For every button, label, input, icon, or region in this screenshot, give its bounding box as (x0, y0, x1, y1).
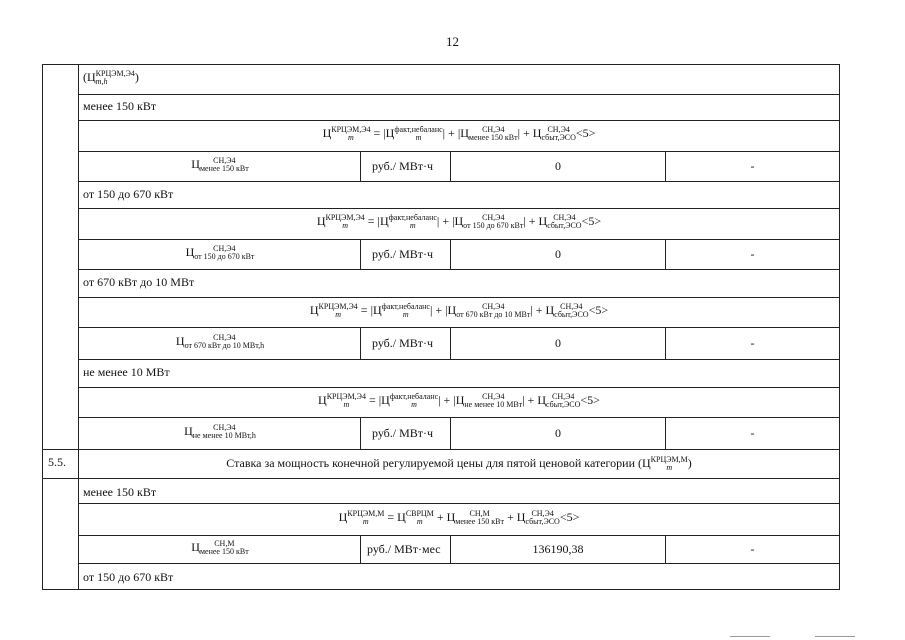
sub: m (666, 463, 673, 472)
sup: КРЦЭМ,Э4 (318, 302, 358, 312)
sup: СН,Э4 (531, 509, 554, 519)
var-base: Ц (538, 214, 548, 228)
sup: СН,Э4 (213, 156, 236, 165)
sup: КРЦЭМ,М (650, 455, 688, 464)
var (463, 214, 523, 230)
var (382, 303, 430, 319)
group-row-unit: руб./ МВт·ч (372, 426, 434, 440)
var-base: Ц (185, 244, 195, 259)
row-line (78, 94, 840, 95)
row-line (78, 239, 840, 240)
var (185, 334, 265, 350)
var (394, 126, 442, 142)
sub: не менее 10 МВт (464, 400, 523, 410)
op: = | (357, 303, 373, 317)
sup: СН,Э4 (482, 125, 505, 135)
group-row-var (80, 157, 360, 173)
sub: от 150 до 670 кВт (463, 221, 524, 231)
footnote-ref: <5> (588, 303, 609, 317)
group-heading: от 150 до 670 кВт (83, 187, 174, 201)
var (331, 126, 370, 142)
sub: m (335, 310, 342, 320)
sup: КРЦЭМ,Э4 (326, 392, 366, 402)
op: | + (517, 126, 533, 140)
group-heading: от 670 кВт до 10 МВт (83, 275, 195, 289)
var (546, 393, 580, 409)
group-row-dash: - (750, 336, 755, 350)
var (347, 510, 384, 526)
var-base: Ц (460, 126, 469, 140)
section-title (80, 456, 838, 472)
var-base: Ц (191, 539, 200, 554)
var-base: Ц (642, 455, 651, 470)
sub: менее 150 кВт (199, 164, 249, 173)
var (554, 303, 588, 319)
sub: m (347, 133, 354, 143)
var (456, 303, 530, 319)
var (200, 540, 249, 556)
var (389, 214, 437, 230)
last-heading: от 150 до 670 кВт (83, 570, 174, 584)
var (327, 393, 366, 409)
sup: СН,Э4 (213, 333, 236, 342)
op: | + | (436, 214, 455, 228)
row-line (78, 120, 840, 121)
table-border-top (42, 64, 840, 65)
group-row-dash: - (750, 159, 755, 173)
var (390, 393, 438, 409)
var (319, 303, 358, 319)
op: = | (364, 214, 380, 228)
op: | + | (429, 303, 448, 317)
sup: КРЦЭМ,Э4 (95, 69, 135, 78)
var (406, 510, 434, 526)
sub: от 670 кВт до 10 МВт (456, 310, 531, 320)
sub: сбыт,ЭСО (525, 517, 560, 527)
group-row-var (80, 334, 360, 350)
page-number: 12 (446, 34, 459, 49)
group-formula (80, 303, 838, 319)
group-row-unit: руб./ МВт·ч (372, 247, 434, 261)
op: | + (530, 303, 546, 317)
top-label (83, 70, 139, 86)
var-base: Ц (316, 214, 326, 228)
sub: m (416, 517, 423, 527)
var-base: Ц (516, 510, 526, 524)
var-base: Ц (397, 510, 406, 524)
group-row-dash: - (750, 426, 755, 440)
sup: СН,Э4 (547, 125, 570, 135)
sup: КРЦЭМ,М (347, 509, 385, 519)
section-row-unit: руб./ МВт·мес (367, 542, 441, 556)
sub: менее 150 кВт (455, 517, 504, 527)
group-row-value: 0 (555, 159, 561, 173)
table-border-left (42, 64, 43, 590)
sub: m (409, 221, 416, 231)
row-line (42, 449, 840, 450)
sub: менее 150 кВт (468, 133, 518, 143)
sub: m (402, 310, 409, 320)
sub: m,h (95, 77, 108, 86)
op: | + (522, 393, 538, 407)
var-base: Ц (309, 303, 319, 317)
row-line (78, 327, 840, 328)
sub: m (343, 400, 350, 410)
table-border-bottom (42, 589, 840, 590)
row-line (42, 478, 840, 479)
row-line (78, 151, 840, 152)
sub: не менее 10 МВт,h (192, 431, 256, 440)
var-base: Ц (322, 126, 332, 140)
row-line (78, 417, 840, 418)
op: + (433, 510, 447, 524)
sub: m (415, 133, 422, 143)
sub: сбыт,ЭСО (546, 400, 581, 410)
cell-divider (360, 417, 361, 449)
sup: СН,Э4 (553, 213, 576, 223)
op: + (504, 510, 517, 524)
group-heading: не менее 10 МВт (83, 365, 170, 379)
group-row-dash: - (750, 247, 755, 261)
sup: факт,небаланс (388, 213, 437, 223)
row-line (78, 297, 840, 298)
group-row-value: 0 (555, 336, 561, 350)
sup: СН,Э4 (482, 302, 505, 312)
sub: m (342, 221, 349, 231)
var-base: Ц (372, 303, 382, 317)
group-formula (80, 393, 838, 409)
row-line (78, 359, 840, 360)
section-number: 5.5. (48, 455, 66, 469)
cell-divider (360, 327, 361, 359)
group-row-value: 0 (555, 426, 561, 440)
scan-edge (815, 636, 855, 637)
row-line (78, 503, 840, 504)
section-title-text: Ставка за мощность конечной регулируемой цены для пятой ценовой категории ( (226, 455, 642, 470)
sup: СН,М (469, 509, 490, 519)
paren-close: ) (687, 455, 692, 470)
var (541, 126, 575, 142)
footnote-ref: <5> (581, 214, 602, 228)
cell-divider (360, 535, 361, 563)
sup: СН,Э4 (560, 302, 583, 312)
var (525, 510, 559, 526)
op: | + | (438, 393, 456, 407)
var-base: Ц (446, 510, 456, 524)
top-label-var (96, 70, 135, 86)
sub: сбыт,ЭСО (554, 310, 589, 320)
paren-open: (Ц (83, 69, 96, 84)
row-line (78, 563, 840, 564)
sup: СН,М (214, 539, 235, 548)
sup: СН,Э4 (213, 244, 236, 253)
group-row-unit: руб./ МВт·ч (372, 336, 434, 350)
section-row-dash: - (750, 542, 755, 556)
var (464, 393, 522, 409)
footnote-ref: <5> (559, 510, 580, 524)
sub: сбыт,ЭСО (547, 221, 582, 231)
sub: от 150 до 670 кВт (194, 252, 255, 261)
op: = | (370, 126, 386, 140)
var-base: Ц (537, 393, 546, 407)
var (651, 456, 688, 472)
sup: КРЦЭМ,Э4 (331, 125, 371, 135)
row-line (78, 269, 840, 270)
section-formula (80, 510, 838, 526)
sup: факт,небаланс (381, 302, 430, 312)
scan-edge (730, 636, 770, 637)
sup: факт,небаланс (389, 392, 439, 402)
var-base: Ц (381, 393, 390, 407)
var (455, 510, 504, 526)
row-line (78, 387, 840, 388)
group-row-value: 0 (555, 247, 561, 261)
group-heading: менее 150 кВт (83, 99, 157, 113)
var-base: Ц (455, 393, 465, 407)
row-line (78, 208, 840, 209)
group-row-var (80, 245, 360, 261)
var-base: Ц (454, 214, 464, 228)
sup: СН,Э4 (213, 423, 236, 432)
var-base: Ц (338, 510, 348, 524)
var-base: Ц (175, 333, 185, 348)
var-base: Ц (191, 156, 200, 171)
op: = (384, 510, 398, 524)
cell-divider (360, 151, 361, 181)
sup: СВРЦМ (405, 509, 434, 519)
var (193, 424, 256, 440)
sub: m (411, 400, 417, 410)
sub: сбыт,ЭСО (541, 133, 576, 143)
var-base: Ц (545, 303, 555, 317)
var (200, 157, 249, 173)
sub: менее 150 кВт (199, 547, 249, 556)
row-line (78, 181, 840, 182)
var-base: Ц (379, 214, 389, 228)
var (194, 245, 254, 261)
section-row-var (80, 540, 360, 556)
group-row-unit: руб./ МВт·ч (372, 159, 434, 173)
sub: m (362, 517, 369, 527)
var-base: Ц (184, 423, 193, 438)
section-heading: менее 150 кВт (83, 485, 157, 499)
section-row-value: 136190,38 (532, 542, 584, 556)
sup: СН,Э4 (551, 392, 575, 402)
group-row-var (80, 424, 360, 440)
paren-close: ) (134, 69, 139, 84)
group-formula (80, 126, 838, 142)
sup: факт,небаланс (394, 125, 443, 135)
op: = | (365, 393, 382, 407)
var (469, 126, 518, 142)
var-base: Ц (385, 126, 395, 140)
var (326, 214, 365, 230)
var-base: Ц (532, 126, 542, 140)
sup: СН,Э4 (482, 213, 505, 223)
sub: от 670 кВт до 10 МВт,h (184, 341, 265, 350)
op: | + (523, 214, 539, 228)
footnote-ref: <5> (575, 126, 596, 140)
sup: СН,Э4 (482, 392, 505, 402)
op: | + | (442, 126, 461, 140)
group-formula (80, 214, 838, 230)
cell-divider (360, 239, 361, 269)
footnote-ref: <5> (580, 393, 600, 407)
var-base: Ц (318, 393, 327, 407)
var (547, 214, 581, 230)
sup: КРЦЭМ,Э4 (325, 213, 365, 223)
row-line (78, 535, 840, 536)
var-base: Ц (447, 303, 457, 317)
